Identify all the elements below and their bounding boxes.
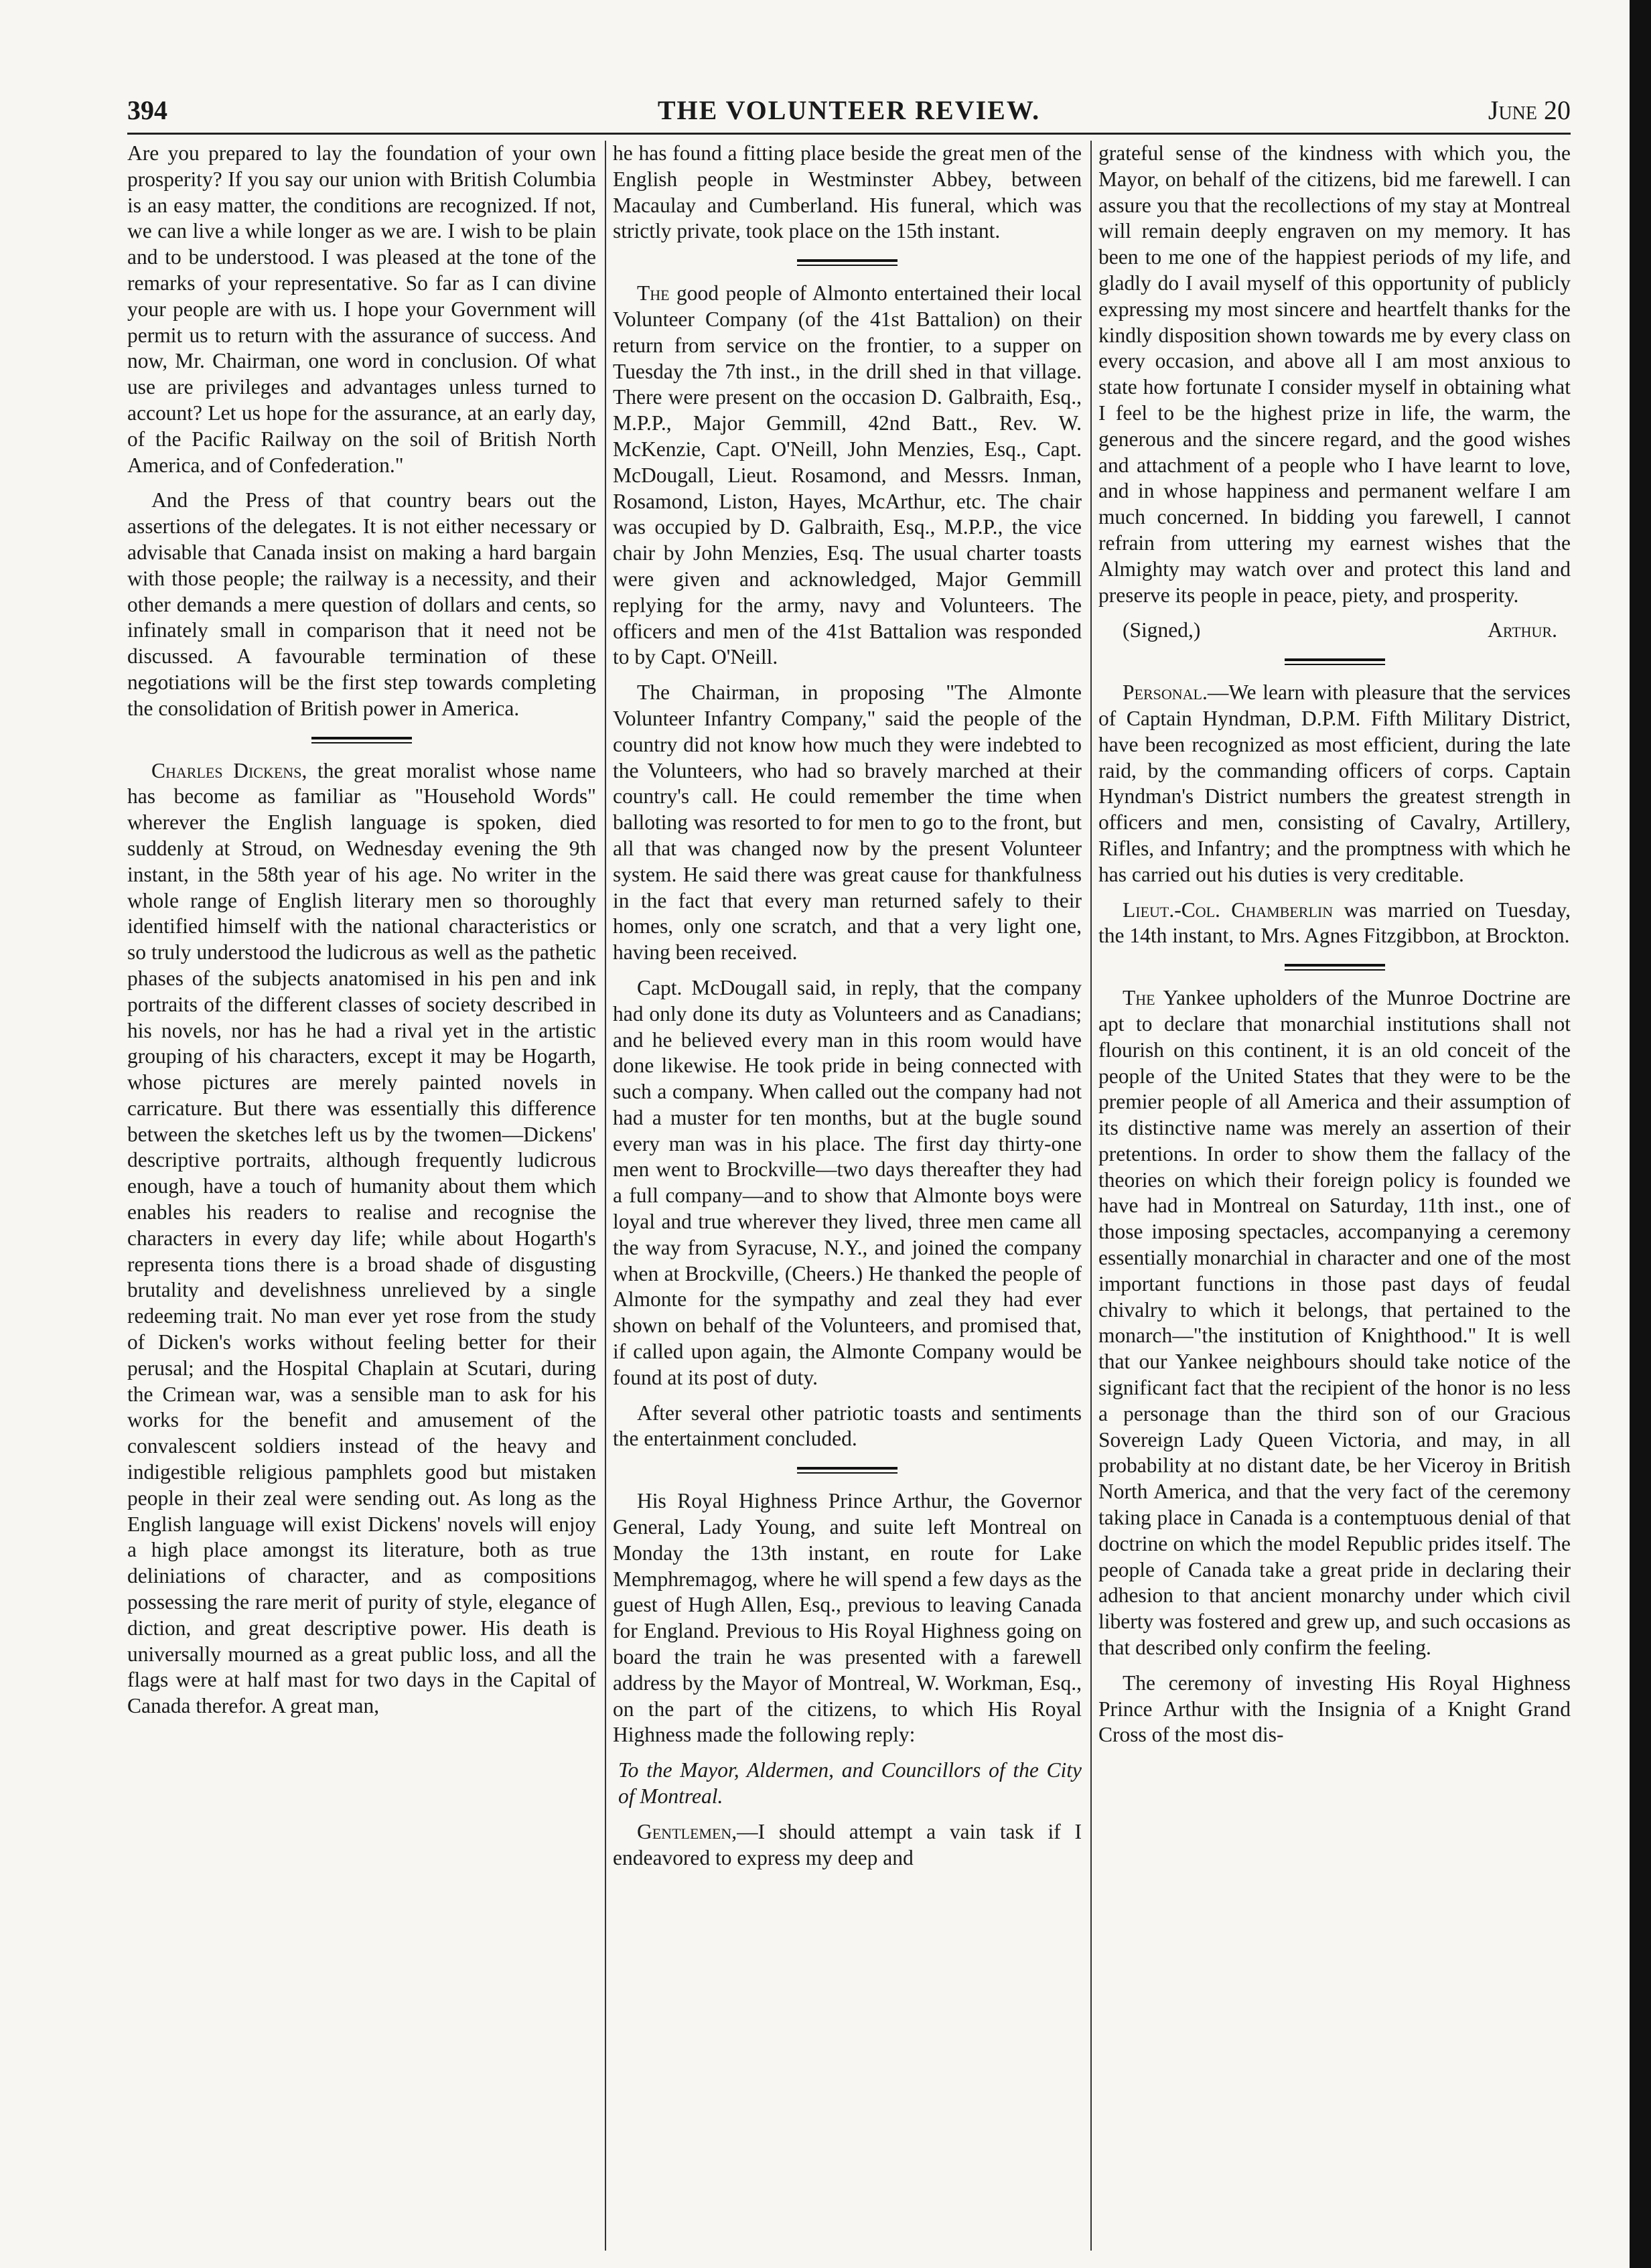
article-paragraph: After several other patriotic toasts and sentiments the entertainment concluded. xyxy=(613,1401,1082,1451)
article-paragraph: he has found a fitting place beside the great men of the English people in Westminster Abbey, between Macaulay and Cumberland. His funeral, which was strictly private, took place on the 15th instant. xyxy=(613,141,1082,243)
column-rule xyxy=(1090,141,1092,2251)
article-paragraph: And the Press of that country bears out the assertions of the delegates. It is not either necessary or advisable that Canada insist on making a hard bargain with those people; the railway is a necessity, and their other demands a mere question of dollars and cents, so infinately small in comparison that it need not be discussed. A favourable termination of these negotiations will be the first step towards completing the consolidation of British power in America. xyxy=(127,488,596,720)
signature-name: Arthur. xyxy=(1488,618,1557,642)
article-lead: The xyxy=(1123,986,1155,1010)
address-heading: To the Mayor, Aldermen, and Councillors of the City of Montreal. xyxy=(618,1758,1082,1809)
publication-title: THE VOLUNTEER REVIEW. xyxy=(657,95,1041,125)
article-paragraph xyxy=(1098,898,1571,950)
section-separator xyxy=(311,737,412,743)
article-text: was married on Tuesday, the 14th instant, to Mrs. Agnes Fitzgibbon, at Brockton. xyxy=(1098,898,1571,948)
article-paragraph: grateful sense of the kindness with which you, the Mayor, on behalf of the citizens, bid me farewell. I can assure you that the recollections of my stay at Montreal will remain deeply engraven on my memory. It has been to me one of the happiest periods of my life, and gladly do I avail myself of this opportunity of publicly expressing my most sincere and heartfelt thanks for the kindly disposition shown towards me by every class on every occasion, and above all I am most anxious to state how fortunate I consider myself in obtaining what I feel to be the highest prize in life, the warm, the generous and the sincere regard, and the good wishes and attachment of a people who I have learnt to love, and in whose happiness and permanent welfare I am much concerned. In bidding you farewell, I cannot refrain from uttering my earnest wishes that the Almighty may watch over and protect this land and preserve its people in peace, piety, and prosperity. xyxy=(1098,141,1571,607)
article-text: good people of Almonto entertained their local Volunteer Company (of the 41st Battalion) on their return from service on the frontier, to a supper on Tuesday the 7th inst., in the drill shed in that village. There were present on the occasion D. Galbraith, Esq., M.P.P., Major Gemmill, 42nd Batt., Rev. W. McKenzie, Capt. O'Neill, John Menzies, Esq., Capt. McDougall, Lieut. Rosamond, and Messrs. Inman, Rosamond, Liston, Hayes, McArthur, etc. The chair was occupied by D. Galbraith, Esq., M.P.P., the vice chair by John Menzies, Esq. The usual charter toasts were given and acknowledged, Major Gemmill replying for the army, navy and Volunteers. The officers and men of the 41st Battalion was responded to by Capt. O'Neill. xyxy=(613,281,1082,669)
article-paragraph xyxy=(1098,680,1571,888)
column-rule xyxy=(605,141,606,2251)
article-paragraph xyxy=(1098,985,1571,1661)
section-separator xyxy=(1285,964,1385,971)
header-rule xyxy=(127,133,1571,135)
article-lead: Lieut.-Col. Chamberlin xyxy=(1123,898,1334,922)
column-2 xyxy=(613,141,1082,1880)
article-text: .—We learn with pleasure that the services of Captain Hyndman, D.P.M. Fifth Military District, have been recognized as most efficient, during the late raid, by the commanding officers of corps. Captain Hyndman's District numbers the greatest strength in officers and men, consisting of Cavalry, Artillery, Rifles, and Infantry; and the promptness with which he has carried out his duties is very creditable. xyxy=(1098,681,1571,886)
article-text: ,—I should attempt a vain task if I endeavored to express my deep and xyxy=(613,1819,1082,1869)
article-paragraph xyxy=(613,281,1082,670)
signature-line xyxy=(1098,618,1571,644)
issue-date: June 20 xyxy=(1488,95,1571,125)
article-text: Yankee upholders of the Munroe Doctrine are apt to declare that monarchial institutions shall not flourish on this continent, it is an old conceit of the people of the United States that they were to be the premier people of all America and their assumption of its distinctive name was merely an assertion of their pretentions. In order to show them the fallacy of the theories on which their foreign policy is founded we have had in Montreal on Saturday, 11th inst., one of those imposing spectacles, accompanying a ceremony essentially monarchial in character and one of the most important functions in those past days of feudal chivalry to which it belongs, that pertained to the monarch—"the institution of Knighthood." It is well that our Yankee neighbours should take notice of the significant fact that the recipient of the honor is no less a personage than the third son of our Gracious Sovereign Lady Queen Victoria, and may, in all probability at no distant date, be her Viceroy in British North America, and that the very fact of the ceremony taking place in Canada is a contemptuous denial of that doctrine on which the model Republic prides itself. The people of Canada take a great pride in declaring their adhesion to that ancient monarchy under which civil liberty was fostered and grew up, and such occasions as that described only confirm the feeling. xyxy=(1098,986,1571,1660)
article-paragraph: His Royal Highness Prince Arthur, the Governor General, Lady Young, and suite left Montreal on Monday the 13th instant, en route for Lake Memphremagog, where he will spend a few days as the guest of Hugh Allen, Esq., previous to leaving Canada for England. Previous to His Royal Highness going on board the train he was presented with a farewell address by the Mayor of Montreal, W. Workman, Esq., on the part of the citizens, to which His Royal Highness made the following reply: xyxy=(613,1489,1082,1747)
column-1 xyxy=(127,141,596,1729)
article-lead: Personal xyxy=(1123,681,1202,705)
article-paragraph: Are you prepared to lay the foundation of your own prosperity? If you say our union with British Columbia is an easy matter, the conditions are recognized. If not, we can live a while longer as we are. I wish to be plain and to be understood. I was pleased at the tone of the remarks of your representative. So far as I can divine your people are with us. I hope your Government will permit us to return with the assurance of success. And now, Mr. Chairman, one word in conclusion. Of what use are privileges and advantages unless turned to account? Let us hope for the assurance, at an early day, of the Pacific Railway on the soil of British North America, and of Confederation." xyxy=(127,141,596,477)
article-paragraph: The ceremony of investing His Royal Highness Prince Arthur with the Insignia of a Knight Grand Cross of the most dis- xyxy=(1098,1671,1571,1747)
section-separator xyxy=(1285,658,1385,665)
article-lead: The xyxy=(637,281,670,305)
column-3 xyxy=(1098,141,1571,1758)
article-paragraph: The Chairman, in proposing "The Almonte Volunteer Infantry Company," said the people of the country did not know how much they were indebted to the Volunteers, who had so bravely marched at their country's call. He could remember the time when balloting was resorted to for men to go to the front, but all that was changed now by the present Volunteer system. He said there was great cause for thankfulness in the fact that every man returned safely to their homes, only one scratch, and that a very light one, having been received. xyxy=(613,681,1082,965)
scan-edge-bar xyxy=(1630,0,1651,2268)
article-lead: Gentlemen xyxy=(637,1819,732,1843)
section-separator xyxy=(797,259,898,266)
article-paragraph xyxy=(613,1819,1082,1871)
article-paragraph: Capt. McDougall said, in reply, that the company had only done its duty as Volunteers and as Canadians; and he believed every man in this room would have done likewise. He took pride in being connected with such a company. When called out the company had not had a muster for ten months, but at the bugle sound every man was in his place. The first day thirty-one men went to Brockville—two days thereafter they had a full company—and to show that Almonte boys were loyal and true wherever they lived, three men came all the way from Syracuse, N.Y., and joined the company when at Brockville, (Cheers.) He thanked the people of Almonte for the sympathy and zeal they had ever shown on behalf of the Volunteers, and promised that, if called upon again, the Almonte Company would be found at its post of duty. xyxy=(613,975,1082,1389)
article-paragraph xyxy=(127,758,596,1719)
article-text: , the great moralist whose name has become as familiar as "Household Words" wherever the English language is spoken, died suddenly at Stroud, on Wednesday evening the 9th instant, in the 58th year of his age. No writer in the whole range of English literary men so thoroughly identified himself with the national characteristics or so truly understood the ludicrous as well as the pathetic phases of the subjects anatomised in his pen and ink portraits of the different classes of society described in his novels, nor has he had a rival yet in the artistic grouping of his characters, except it may be Hogarth, whose pictures are merely painted novels in carricature. But there was essentially this difference between the sketches left us by the twomen—Dickens' descriptive portraits, although frequently ludicrous enough, have a touch of humanity about them which enables his readers to realise and recognise the characters in every day life; while about Hogarth's representa tions there is a broad shade of disgusting brutality and develishness unrelieved by a single redeeming trait. No man ever yet rose from the study of Dicken's works without feeling better for their perusal; and the Hospital Chaplain at Scutari, during the Crimean war, was a sensible man to ask for his works for the benefit and amusement of the convalescent soldiers instead of the heavy and indigestible religious pamphlets good but mistaken people in their zeal were sending out. As long as the English language will exist Dickens' novels will enjoy a high place amongst its literature, both as true deliniations of character, and as compositions possessing the rare merit of purity of style, elegance of diction, and great descriptive power. His death is universally mourned as a great public loss, and all the flags were at half mast for two days in the Capital of Canada therefor. A great man, xyxy=(127,758,596,1718)
page-header xyxy=(127,90,1571,131)
page-number: 394 xyxy=(127,95,167,125)
section-separator xyxy=(797,1467,898,1474)
signature-label: (Signed,) xyxy=(1123,618,1201,642)
article-lead: Charles Dickens xyxy=(151,758,302,782)
